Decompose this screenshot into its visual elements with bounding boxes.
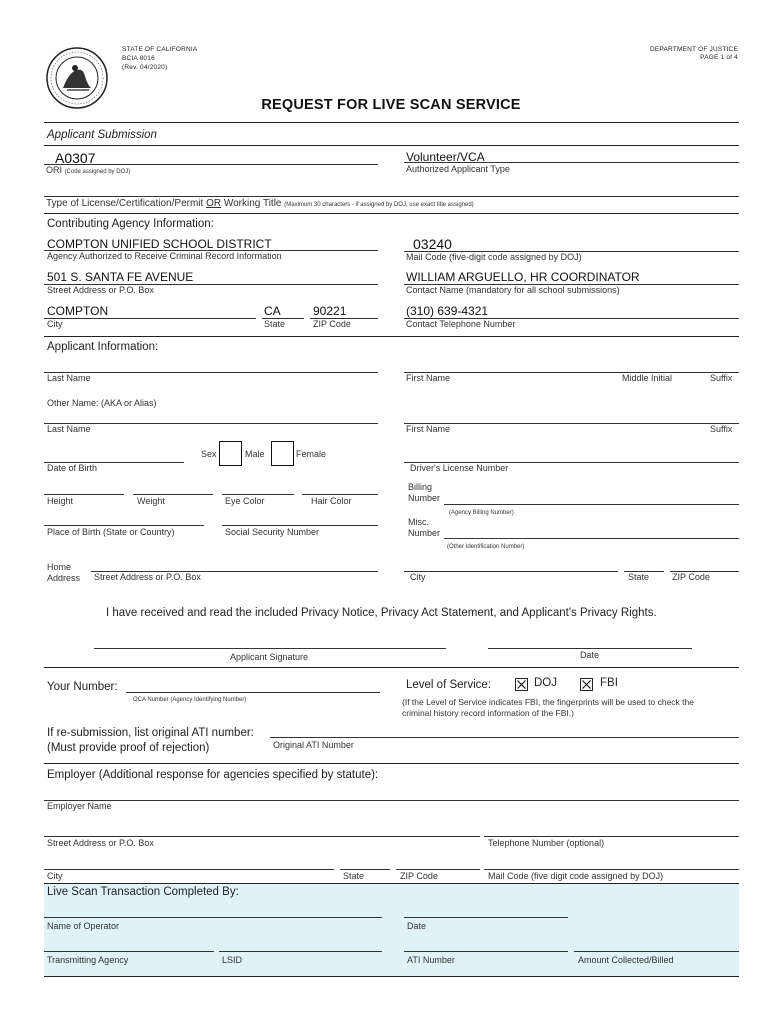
signature-date-label: Date: [580, 650, 600, 660]
middle-initial-label: Middle Initial: [622, 373, 673, 383]
eye-color-label: Eye Color: [225, 496, 265, 506]
privacy-statement: I have received and read the included Privacy Notice, Privacy Act Statement, and Applicant's Privacy Rights.: [106, 607, 657, 619]
billing-label-a: Billing: [408, 482, 433, 492]
oca-label: OCA Number (Agency Identifying Number): [133, 697, 247, 703]
state-label: STATE OF CALIFORNIA: [122, 46, 198, 53]
employer-name-label: Employer Name: [47, 801, 112, 811]
home-city-underline[interactable]: [404, 571, 618, 572]
lsid-label: LSID: [222, 955, 243, 965]
employer-phone-label: Telephone Number (optional): [488, 838, 605, 848]
city-value[interactable]: COMPTON: [47, 304, 109, 318]
scan-date-label: Date: [407, 921, 427, 931]
aka-last-name-label: Last Name: [47, 424, 91, 434]
your-number-label: Your Number:: [47, 681, 118, 693]
zip-value[interactable]: 90221: [313, 304, 347, 318]
street-value[interactable]: 501 S. SANTA FE AVENUE: [47, 270, 194, 284]
transmitting-agency-label: Transmitting Agency: [47, 955, 129, 965]
scan-date-underline[interactable]: [404, 917, 568, 918]
male-checkbox[interactable]: [219, 441, 242, 466]
billing-sub-label: (Agency Billing Number): [449, 510, 514, 516]
original-ati-underline[interactable]: [270, 737, 739, 738]
ati-number-label: ATI Number: [407, 955, 455, 965]
agency-label: Agency Authorized to Receive Criminal Record Information: [47, 251, 282, 261]
home-label-a: Home: [47, 562, 72, 572]
aka-first-name-label: First Name: [406, 424, 451, 434]
agency-value[interactable]: COMPTON UNIFIED SCHOOL DISTRICT: [47, 237, 272, 251]
divider: [44, 122, 739, 123]
birth-place-label: Place of Birth (State or Country): [47, 527, 175, 537]
ssn-underline[interactable]: [222, 525, 378, 526]
drivers-license-label: Driver's License Number: [410, 463, 509, 473]
lsid-underline[interactable]: [219, 951, 382, 952]
birth-place-underline[interactable]: [44, 525, 204, 526]
original-ati-label: Original ATI Number: [273, 740, 354, 750]
employer-zip-underline[interactable]: [396, 869, 480, 870]
height-underline[interactable]: [44, 494, 124, 495]
mail-code-value[interactable]: 03240: [413, 236, 452, 252]
section-applicant-information: Applicant Information:: [47, 341, 159, 353]
first-name-underline[interactable]: [404, 372, 739, 373]
contact-value[interactable]: WILLIAM ARGUELLO, HR COORDINATOR: [406, 270, 640, 284]
hair-color-label: Hair Color: [311, 496, 352, 506]
fbi-label: FBI: [600, 677, 618, 689]
divider: [44, 336, 739, 337]
amount-underline[interactable]: [574, 951, 739, 952]
height-label: Height: [47, 496, 74, 506]
signature-underline[interactable]: [94, 648, 446, 649]
contact-label: Contact Name (mandatory for all school submissions): [406, 285, 620, 295]
misc-label-b: Number: [408, 528, 441, 538]
employer-name-underline[interactable]: [44, 800, 739, 801]
applicant-type-underline: [404, 162, 739, 163]
billing-underline[interactable]: [444, 504, 739, 505]
license-label: Type of License/Certification/Permit OR Working Title (Maximum 30 characters - if assigned by DOJ, use exact title assigned): [46, 198, 474, 209]
home-label-b: Address: [47, 573, 81, 583]
ori-value[interactable]: A0307: [55, 150, 96, 166]
section-employer: Employer (Additional response for agencies specified by statute):: [47, 769, 379, 781]
home-street-label: Street Address or P.O. Box: [94, 572, 201, 582]
phone-label: Contact Telephone Number: [406, 319, 516, 329]
billing-label-b: Number: [408, 493, 441, 503]
employer-state-label: State: [343, 871, 365, 881]
section-live-scan: Live Scan Transaction Completed By:: [47, 886, 239, 898]
page-title: REQUEST FOR LIVE SCAN SERVICE: [261, 97, 521, 113]
hair-color-underline[interactable]: [302, 494, 378, 495]
male-label: Male: [245, 449, 265, 459]
divider: [44, 667, 739, 668]
employer-street-underline[interactable]: [44, 836, 480, 837]
female-checkbox[interactable]: [271, 441, 294, 466]
employer-street-label: Street Address or P.O. Box: [47, 838, 154, 848]
signature-label: Applicant Signature: [230, 652, 309, 662]
weight-underline[interactable]: [133, 494, 213, 495]
home-state-label: State: [628, 572, 650, 582]
form-code: BCIA 8016: [122, 55, 155, 62]
street-label: Street Address or P.O. Box: [47, 285, 154, 295]
page-number: PAGE 1 of 4: [700, 54, 738, 61]
employer-zip-label: ZIP Code: [400, 871, 438, 881]
employer-mail-code-underline[interactable]: [484, 869, 739, 870]
divider: [44, 213, 739, 214]
oca-underline[interactable]: [126, 692, 380, 693]
mail-code-label: Mail Code (five-digit code assigned by DOJ): [406, 252, 582, 262]
weight-label: Weight: [137, 496, 165, 506]
employer-city-underline[interactable]: [44, 869, 334, 870]
misc-underline[interactable]: [444, 538, 739, 539]
misc-label-a: Misc.: [408, 517, 429, 527]
misc-sub-label: (Other Identification Number): [447, 544, 525, 550]
sex-label: Sex: [201, 449, 217, 459]
aka-first-name-underline[interactable]: [404, 423, 739, 424]
female-label: Female: [296, 449, 327, 459]
doj-checkbox[interactable]: [515, 678, 528, 691]
applicant-type-label: Authorized Applicant Type: [406, 164, 510, 174]
employer-mail-code-label: Mail Code (five digit code assigned by DOJ): [488, 871, 664, 881]
divider: [44, 883, 739, 884]
employer-city-label: City: [47, 871, 63, 881]
state-label: State: [264, 319, 286, 329]
employer-phone-underline[interactable]: [484, 836, 739, 837]
level-note-1: (If the Level of Service indicates FBI, the fingerprints will be used to check the: [402, 697, 694, 707]
resubmission-label-1: If re-submission, list original ATI number:: [47, 727, 254, 739]
employer-state-underline[interactable]: [340, 869, 390, 870]
eye-color-underline[interactable]: [222, 494, 294, 495]
section-applicant-submission: Applicant Submission: [47, 129, 157, 141]
amount-label: Amount Collected/Billed: [578, 955, 674, 965]
city-label: City: [47, 319, 63, 329]
home-city-label: City: [410, 572, 426, 582]
divider: [44, 145, 739, 146]
ati-number-underline[interactable]: [404, 951, 568, 952]
resubmission-label-2: (Must provide proof of rejection): [47, 742, 210, 754]
level-of-service-label: Level of Service:: [406, 679, 492, 691]
ssn-label: Social Security Number: [225, 527, 320, 537]
city-underline: [44, 318, 256, 319]
first-name-label: First Name: [406, 373, 451, 383]
state-value[interactable]: CA: [264, 304, 281, 318]
form-revision: (Rev. 04/2020): [122, 64, 168, 71]
department-label: DEPARTMENT OF JUSTICE: [650, 46, 738, 53]
last-name-underline[interactable]: [44, 372, 378, 373]
signature-date-underline[interactable]: [488, 648, 692, 649]
transmitting-agency-underline[interactable]: [44, 951, 214, 952]
aka-suffix-label: Suffix: [710, 424, 733, 434]
operator-label: Name of Operator: [47, 921, 120, 931]
fbi-checkbox[interactable]: [580, 678, 593, 691]
aka-last-name-underline[interactable]: [44, 423, 378, 424]
applicant-type-value[interactable]: Volunteer/VCA: [406, 150, 485, 164]
ori-label: ORI (Code assigned by DOJ): [46, 165, 131, 175]
license-underline[interactable]: [44, 196, 739, 197]
suffix-label: Suffix: [710, 373, 733, 383]
other-name-label: Other Name: (AKA or Alias): [47, 398, 157, 408]
phone-value[interactable]: (310) 639-4321: [406, 304, 489, 318]
divider: [44, 763, 739, 764]
level-note-2: criminal history record information of the FBI.): [402, 708, 574, 718]
home-zip-label: ZIP Code: [672, 572, 710, 582]
operator-underline[interactable]: [44, 917, 382, 918]
section-contributing-agency: Contributing Agency Information:: [47, 218, 214, 230]
last-name-label: Last Name: [47, 373, 91, 383]
divider: [44, 976, 739, 977]
zip-label: ZIP Code: [313, 319, 351, 329]
doj-label: DOJ: [534, 677, 557, 689]
dob-label: Date of Birth: [47, 463, 98, 473]
